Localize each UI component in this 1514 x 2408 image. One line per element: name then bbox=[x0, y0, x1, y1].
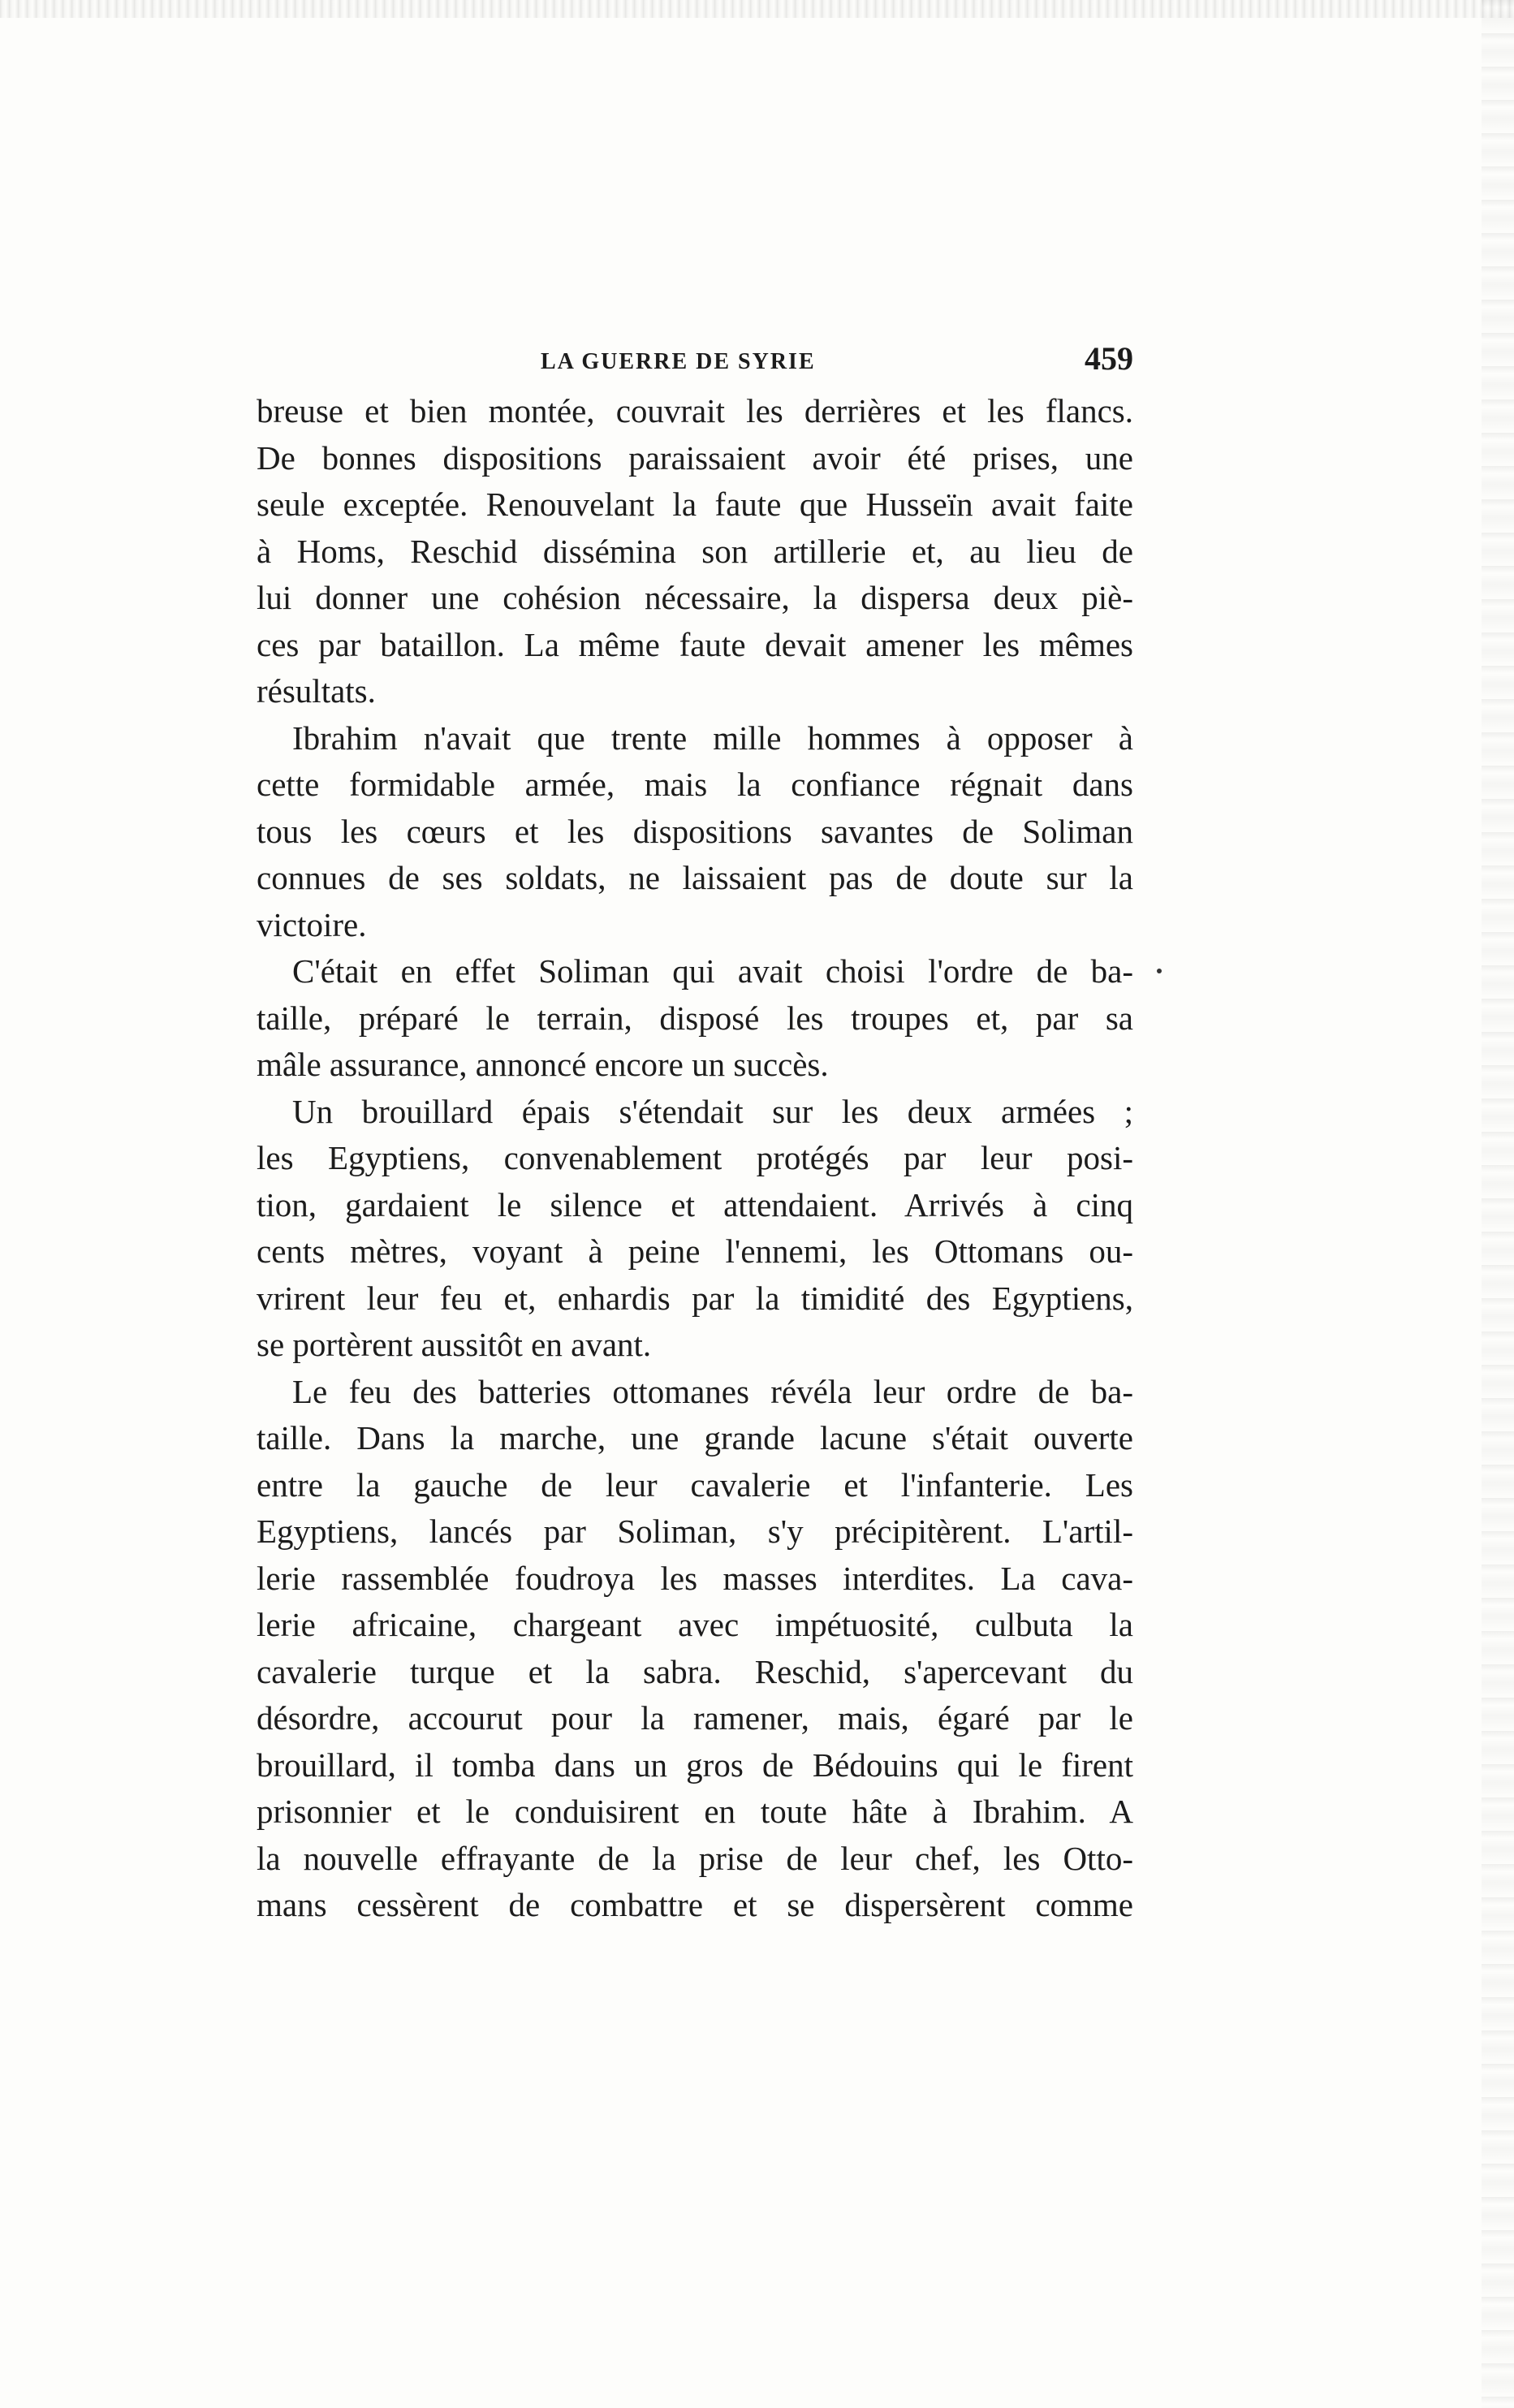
page-header bbox=[257, 339, 1133, 388]
text-line: cents mètres, voyant à peine l'ennemi, les Ottomans ou- bbox=[257, 1232, 1133, 1270]
text-line: les Egyptiens, convenablement protégés par leur posi- bbox=[257, 1139, 1133, 1176]
text-line: cavalerie turque et la sabra. Reschid, s'apercevant du bbox=[257, 1652, 1133, 1690]
text-line: Un brouillard épais s'étendait sur les deux armées ; bbox=[292, 1092, 1133, 1130]
page-number: 459 bbox=[1085, 340, 1133, 377]
text-line: Le feu des batteries ottomanes révéla leur ordre de ba- bbox=[292, 1372, 1133, 1410]
text-line: vrirent leur feu et, enhardis par la timidité des Egyptiens, bbox=[257, 1279, 1133, 1317]
text-line: la nouvelle effrayante de la prise de leur chef, les Otto- bbox=[257, 1839, 1133, 1877]
text-line: taille. Dans la marche, une grande lacune s'était ouverte bbox=[257, 1419, 1133, 1456]
text-line: tous les cœurs et les dispositions savantes de Soliman bbox=[257, 812, 1133, 850]
text-line: Ibrahim n'avait que trente mille hommes à opposer à bbox=[292, 719, 1133, 757]
text-line: entre la gauche de leur cavalerie et l'infanterie. Les bbox=[257, 1465, 1133, 1504]
text-line: ces par bataillon. La même faute devait amener les mêmes bbox=[257, 625, 1133, 663]
ink-speck bbox=[1157, 969, 1162, 973]
text-line: mans cessèrent de combattre et se dispersèrent comme bbox=[257, 1886, 1133, 1923]
text-line: prisonnier et le conduisirent en toute hâte à Ibrahim. A bbox=[257, 1793, 1133, 1830]
running-head: LA GUERRE DE SYRIE bbox=[541, 349, 816, 374]
text-line: De bonnes dispositions paraissaient avoir été prises, une bbox=[257, 438, 1133, 477]
text-line: connues de ses soldats, ne laissaient pas de doute sur la bbox=[257, 859, 1133, 896]
text-line: lerie africaine, chargeant avec impétuosité, culbuta la bbox=[257, 1606, 1133, 1643]
text-line: seule exceptée. Renouvelant la faute que Husseïn avait faite bbox=[257, 485, 1133, 523]
text-line: taille, préparé le terrain, disposé les troupes et, par sa bbox=[257, 999, 1133, 1037]
text-line: breuse et bien montée, couvrait les derrières et les flancs. bbox=[257, 392, 1133, 429]
text-line: cette formidable armée, mais la confiance régnait dans bbox=[257, 766, 1133, 803]
scan-edge-right bbox=[1482, 0, 1514, 2408]
text-line: brouillard, il tomba dans un gros de Bédouins qui le firent bbox=[257, 1746, 1133, 1784]
text-line: victoire. bbox=[257, 905, 367, 943]
text-line: se portèrent aussitôt en avant. bbox=[257, 1326, 652, 1363]
text-line: à Homs, Reschid dissémina son artillerie et, au lieu de bbox=[257, 532, 1133, 570]
text-line: désordre, accourut pour la ramener, mais, égaré par le bbox=[257, 1699, 1133, 1737]
text-line: Egyptiens, lancés par Soliman, s'y précipitèrent. L'artil- bbox=[257, 1513, 1133, 1550]
scan-edge-top bbox=[0, 0, 1514, 18]
text-line: lui donner une cohésion nécessaire, la dispersa deux piè- bbox=[257, 579, 1133, 616]
body-text bbox=[257, 388, 1133, 1929]
text-line: lerie rassemblée foudroya les masses interdites. La cava- bbox=[257, 1559, 1133, 1597]
text-line: résultats. bbox=[257, 672, 376, 710]
text-line: mâle assurance, annoncé encore un succès. bbox=[257, 1046, 829, 1083]
text-line: C'était en effet Soliman qui avait choisi l'ordre de ba- bbox=[292, 952, 1133, 990]
text-line: tion, gardaient le silence et attendaient. Arrivés à cinq bbox=[257, 1185, 1133, 1223]
